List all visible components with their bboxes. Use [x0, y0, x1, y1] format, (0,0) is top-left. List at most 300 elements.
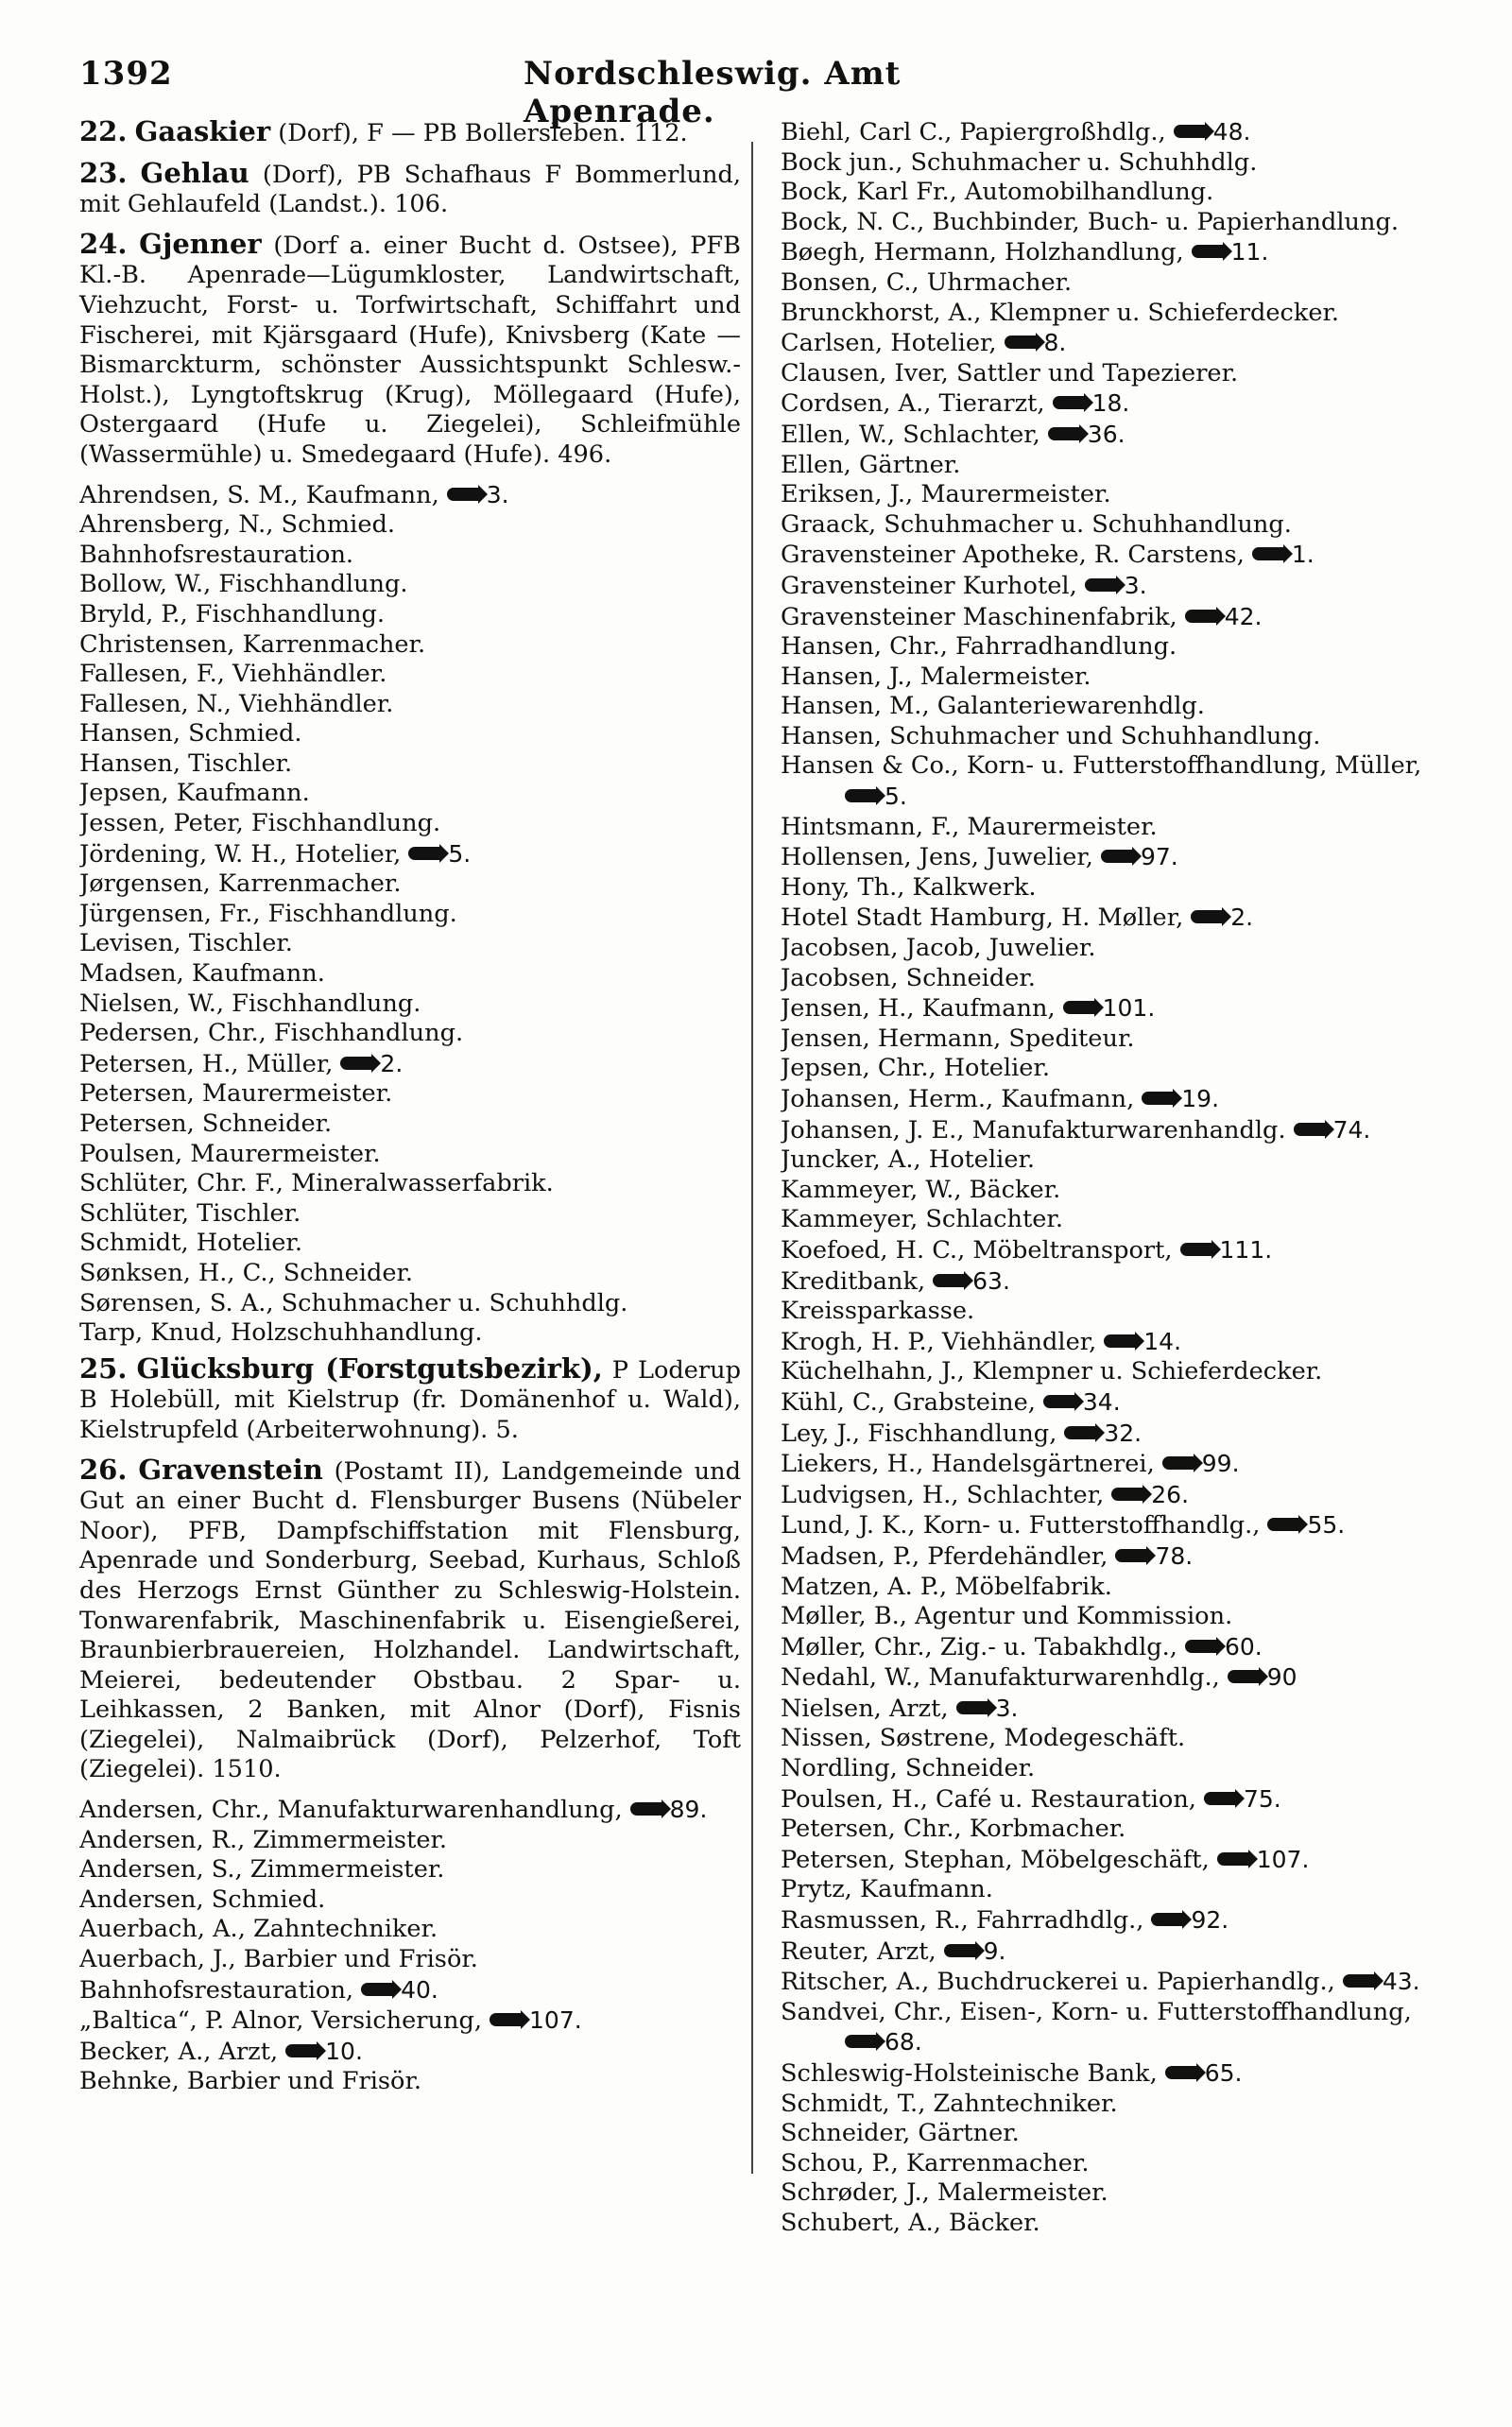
entry-text: Andersen, R., Zimmermeister. [79, 1825, 448, 1854]
directory-entry [79, 1110, 741, 1140]
entry-text: Liekers, H., Handelsgärtnerei, [781, 1450, 1155, 1479]
directory-entry [781, 1054, 1446, 1084]
directory-entry [781, 993, 1446, 1024]
directory-entry [781, 692, 1446, 722]
entry-text: Jacobsen, Schneider. [781, 963, 1036, 992]
directory-entry [781, 1327, 1446, 1358]
entry-text: Nissen, Søstrene, Modegeschäft. [781, 1724, 1186, 1753]
telephone-hand-icon [1162, 1456, 1196, 1470]
telephone-number: 90 [1266, 1663, 1297, 1692]
directory-entry [781, 2178, 1446, 2209]
directory-entry [781, 2119, 1446, 2149]
directory-entry [781, 388, 1446, 420]
directory-entry [781, 1115, 1446, 1146]
entry-text: Poulsen, H., Café u. Restauration, [781, 1784, 1196, 1814]
entry-text: Gravensteiner Maschinenfabrik, [781, 602, 1177, 631]
entry-text: Hansen, Schmied. [79, 719, 302, 749]
telephone-number: 101. [1102, 994, 1156, 1023]
telephone-hand-icon [1252, 547, 1286, 560]
telephone-number: 63. [972, 1266, 1010, 1295]
telephone-number: 97. [1140, 843, 1178, 871]
telephone-number: 75. [1243, 1784, 1281, 1813]
entry-text: Lund, J. K., Korn- u. Futterstoffhandlg., [781, 1511, 1261, 1541]
entry-text: Madsen, P., Pferdehändler, [781, 1541, 1108, 1571]
telephone-number: 19. [1181, 1085, 1220, 1112]
entry-text: Bryld, P., Fischhandlung. [79, 599, 385, 628]
entry-text: Schmidt, Hotelier. [79, 1229, 302, 1258]
telephone-hand-icon [1111, 1488, 1145, 1501]
telephone-number: 5. [885, 783, 907, 811]
directory-entry [79, 1795, 741, 1826]
place-name: Gravenstein [138, 1453, 323, 1486]
page-header [79, 55, 987, 130]
directory-entry [79, 779, 741, 809]
telephone-number: 34. [1082, 1387, 1121, 1416]
gravenstein-residents-list-right [781, 117, 1446, 2239]
telephone-number: 99. [1201, 1450, 1240, 1478]
telephone-number: 36. [1087, 420, 1125, 448]
directory-entry [781, 237, 1446, 268]
directory-entry [79, 1019, 741, 1049]
directory-entry [781, 663, 1446, 693]
directory-entry [781, 1724, 1446, 1754]
entry-text: Kühl, C., Grabsteine, [781, 1387, 1036, 1417]
telephone-hand-icon [1217, 1852, 1251, 1866]
telephone-hand-icon [1165, 2066, 1199, 2079]
place-description: (Dorf a. einer Bucht d. Ostsee), PFB Kl.-B. Apenrade—Lügumkloster, Landwirtschaft, Viehzucht, Forst- u. Torfwirtschaft, Schiffahrt und Fischerei, mit Kjärsgaard (Hufe), Knivsberg (Kate — Bismarckturm, schönster Aussichtspunkt Schlesw.-Holst.), Lyngtoftskrug (Krug), Möllegaard (Hufe), Ostergaard (Hufe u. Ziegelei), Schleifmühle (Wassermühle) u. Smedegaard (Hufe). 496. [79, 231, 741, 469]
directory-entry [781, 1480, 1446, 1511]
entry-text: Clausen, Iver, Sattler und Tapezierer. [781, 358, 1239, 387]
entry-text: Prytz, Kaufmann. [781, 1875, 993, 1904]
entry-text: Sønksen, H., C., Schneider. [79, 1258, 414, 1287]
directory-entry [79, 570, 741, 600]
directory-entry [781, 299, 1446, 329]
telephone-hand-icon [1048, 427, 1082, 440]
column-divider [751, 142, 753, 2174]
directory-entry [79, 869, 741, 900]
place-description: (Postamt II), Landgemeinde und Gut an einer Bucht d. Flensburger Busens (Nübeler Noor), PFB, Dampfschiffstation mit Flensburg, Apenrade und Sonderburg, Seebad, Kurhaus, Schloß des Herzogs Ernst Günther zu Schleswig-Holstein. Tonwarenfabrik, Maschinenfabrik u. Eisengießerei, Braunbierbrauereien, Holzhandel. Landwirtschaft, Meierei, bedeutender Obstbau. 2 Spar- u. Leihkassen, 2 Banken, mit Alnor (Dorf), Fisnis (Ziegelei), Nalmaibrück (Dorf), Pelzerhof, Toft (Ziegelei). 1510. [79, 1456, 741, 1784]
entry-text: Levisen, Tischler. [79, 929, 293, 958]
entry-text: Hansen & Co., Korn- u. Futterstoffhandlung, Müller, [781, 751, 1422, 781]
entry-text: Schrøder, J., Malermeister. [781, 2178, 1108, 2208]
telephone-hand-icon [1267, 1518, 1301, 1531]
directory-entry [781, 903, 1446, 934]
directory-entry [781, 2149, 1446, 2179]
entry-text: Graack, Schuhmacher u. Schuhhandlung. [781, 509, 1292, 539]
directory-entry [781, 1662, 1446, 1694]
directory-entry [79, 1140, 741, 1170]
entry-text: Nedahl, W., Manufakturwarenhdlg., [781, 1663, 1220, 1693]
telephone-hand-icon [630, 1802, 664, 1816]
directory-entry [781, 1784, 1446, 1816]
entry-text: Reuter, Arzt, [781, 1936, 936, 1966]
entry-text: Ludvigsen, H., Schlachter, [781, 1480, 1105, 1509]
place-name: Gaaskier [134, 115, 271, 147]
directory-entry [781, 117, 1446, 148]
entry-text: Fallesen, F., Viehhändler. [79, 660, 387, 689]
directory-entry [79, 1915, 741, 1945]
directory-entry [79, 510, 741, 541]
place-entry-23 [79, 156, 741, 220]
telephone-number: 3. [995, 1694, 1019, 1722]
directory-entry [781, 1419, 1446, 1450]
place-description: P Loderup B Holebüll, mit Kielstrup (fr. Domänenhof u. Wald), Kielstrupfeld (Arbeiterwohnung). 5. [79, 1355, 742, 1444]
directory-entry [781, 359, 1446, 389]
entry-text: Gravensteiner Kurhotel, [781, 571, 1077, 600]
entry-text: Ahrensberg, N., Schmied. [79, 510, 396, 540]
telephone-number: 11. [1230, 238, 1269, 267]
entry-text: Møller, B., Agentur und Kommission. [781, 1602, 1233, 1631]
telephone-number: 48. [1212, 118, 1251, 146]
entry-text: Jørgensen, Karrenmacher. [79, 869, 402, 899]
telephone-number: 107. [529, 2006, 582, 2035]
entry-text: Krogh, H. P., Viehhändler, [781, 1327, 1097, 1356]
entry-text: Eriksen, J., Maurermeister. [781, 480, 1111, 509]
directory-entry [781, 1024, 1446, 1055]
entry-text: Petersen, H., Müller, [79, 1049, 334, 1078]
entry-text: „Baltica“, P. Alnor, Versicherung, [79, 2006, 483, 2036]
telephone-number: 8. [1043, 329, 1067, 357]
telephone-hand-icon [1064, 1426, 1098, 1439]
entry-text: Jepsen, Chr., Hotelier. [781, 1054, 1050, 1083]
directory-entry [781, 1967, 1446, 1998]
telephone-hand-icon [340, 1057, 374, 1070]
entry-text: Kreissparkasse. [781, 1297, 975, 1326]
entry-text: Bock jun., Schuhmacher u. Schuhhdlg. [781, 147, 1258, 177]
directory-entry [781, 480, 1446, 510]
telephone-hand-icon [1142, 1092, 1176, 1105]
entry-text: Tarp, Knud, Holzschuhhandlung. [79, 1318, 483, 1348]
telephone-number: 65. [1204, 2059, 1243, 2087]
directory-entry [781, 1387, 1446, 1419]
telephone-number: 60. [1224, 1632, 1263, 1661]
directory-entry [79, 990, 741, 1020]
entry-text: Hotel Stadt Hamburg, H. Møller, [781, 904, 1184, 933]
telephone-number: 74. [1332, 1115, 1371, 1144]
telephone-number: 107. [1256, 1845, 1310, 1873]
entry-text: Johansen, J. E., Manufakturwarenhandlg. [781, 1115, 1286, 1145]
telephone-number: 55. [1307, 1511, 1346, 1540]
entry-text: Hansen, Tischler. [79, 749, 293, 778]
entry-text: Poulsen, Maurermeister. [79, 1139, 381, 1168]
directory-entry [781, 1297, 1446, 1327]
directory-entry [781, 632, 1446, 663]
gravenstein-residents-list-left [79, 1795, 741, 2097]
entry-text: Auerbach, A., Zahntechniker. [79, 1915, 438, 1944]
entry-text: Küchelhahn, J., Klempner u. Schieferdecker. [781, 1357, 1323, 1386]
entry-text: Ley, J., Fischhandlung, [781, 1419, 1057, 1448]
telephone-hand-icon [285, 2044, 319, 2057]
directory-entry [781, 1998, 1446, 2058]
directory-entry [781, 1694, 1446, 1725]
telephone-number: 5. [448, 839, 472, 868]
directory-entry [79, 749, 741, 780]
entry-text: Schlüter, Chr. F., Mineralwasserfabrik. [79, 1169, 554, 1198]
entry-text: Kammeyer, W., Bäcker. [781, 1175, 1061, 1204]
entry-text: Koefoed, H. C., Möbeltransport, [781, 1235, 1173, 1265]
entry-text: Jördening, W. H., Hotelier, [79, 839, 402, 869]
entry-text: Bock, N. C., Buchbinder, Buch- u. Papierhandlung. [781, 207, 1400, 236]
directory-entry [781, 148, 1446, 179]
entry-text: Gravensteiner Apotheke, R. Carstens, [781, 541, 1245, 570]
directory-entry [781, 602, 1446, 633]
telephone-hand-icon [1053, 396, 1087, 409]
directory-entry [781, 1145, 1446, 1176]
entry-text: Nielsen, W., Fischhandlung. [79, 989, 421, 1018]
directory-entry [781, 1510, 1446, 1541]
left-column [79, 117, 741, 2097]
directory-entry [781, 873, 1446, 904]
telephone-hand-icon [447, 488, 481, 501]
directory-entry [79, 1855, 741, 1885]
place-name: Gehlau [140, 156, 249, 189]
directory-entry [781, 1632, 1446, 1663]
entry-text: Nordling, Schneider. [781, 1754, 1036, 1783]
entry-text: Andersen, Chr., Manufakturwarenhandlung, [79, 1796, 623, 1825]
directory-entry [79, 1885, 741, 1916]
entry-text: Jürgensen, Fr., Fischhandlung. [79, 899, 457, 928]
directory-entry [79, 1945, 741, 1975]
telephone-number: 78. [1155, 1541, 1194, 1570]
telephone-number: 18. [1091, 389, 1130, 418]
telephone-number: 1. [1291, 541, 1314, 569]
directory-entry [781, 722, 1446, 752]
directory-entry [781, 1905, 1446, 1936]
directory-entry [781, 1845, 1446, 1876]
entry-text: Schmidt, T., Zahntechniker. [781, 2089, 1118, 2118]
entry-text: Hansen, Schuhmacher und Schuhhandlung. [781, 721, 1321, 750]
directory-entry [781, 1754, 1446, 1784]
directory-entry [79, 541, 741, 571]
directory-entry [79, 2005, 741, 2037]
directory-entry [79, 719, 741, 749]
directory-entry [781, 842, 1446, 873]
telephone-hand-icon [933, 1274, 967, 1287]
entry-text: Cordsen, A., Tierarzt, [781, 389, 1045, 419]
entry-text: Petersen, Maurermeister. [79, 1079, 393, 1109]
entry-text: Møller, Chr., Zig.- u. Tabakhdlg., [781, 1632, 1177, 1661]
page-number: 1392 [79, 55, 173, 93]
entry-text: Hansen, M., Galanteriewarenhdlg. [781, 692, 1205, 721]
telephone-number: 2. [380, 1049, 404, 1077]
directory-entry [79, 1975, 741, 2006]
telephone-hand-icon [361, 1983, 395, 1996]
telephone-hand-icon [1343, 1974, 1377, 1988]
telephone-hand-icon [490, 2013, 524, 2026]
entry-text: Bahnhofsrestauration, [79, 1975, 354, 2005]
directory-entry [781, 2058, 1446, 2090]
directory-entry [79, 2067, 741, 2097]
gjenner-residents-list [79, 480, 741, 1349]
directory-entry [79, 1079, 741, 1110]
place-name: Gjenner [139, 227, 262, 260]
directory-entry [79, 600, 741, 630]
entry-text: Bøegh, Hermann, Holzhandlung, [781, 238, 1184, 267]
entry-text: Schneider, Gärtner. [781, 2119, 1020, 2148]
entry-text: Bollow, W., Fischhandlung. [79, 570, 408, 599]
entry-text: Johansen, Herm., Kaufmann, [781, 1085, 1135, 1113]
entry-text: Jessen, Peter, Fischhandlung. [79, 809, 441, 838]
telephone-number: 43. [1382, 1968, 1420, 1996]
entry-text: Ahrendsen, S. M., Kaufmann, [79, 480, 439, 509]
entry-text: Petersen, Schneider. [79, 1110, 333, 1138]
entry-text: Sørensen, S. A., Schuhmacher u. Schuhhdlg. [79, 1288, 628, 1317]
telephone-hand-icon [1192, 245, 1226, 258]
place-entry-25 [79, 1351, 742, 1446]
entry-text: Hollensen, Jens, Juwelier, [781, 843, 1093, 872]
place-description: (Dorf), F — PB Bollersleben. 112. [278, 119, 688, 147]
entry-text: Kreditbank, [781, 1266, 926, 1296]
directory-entry [781, 1235, 1446, 1266]
directory-entry [781, 1875, 1446, 1905]
entry-text: Andersen, S., Zimmermeister. [79, 1855, 445, 1885]
entry-text: Bonsen, C., Uhrmacher. [781, 267, 1073, 297]
entry-text: Bock, Karl Fr., Automobilhandlung. [781, 178, 1214, 207]
telephone-number: 89. [669, 1796, 708, 1824]
directory-entry [781, 540, 1446, 571]
directory-entry [79, 1259, 741, 1289]
entry-text: Sandvei, Chr., Eisen-, Korn- u. Futterstoffhandlung, [781, 1997, 1412, 2026]
directory-entry [781, 1084, 1446, 1115]
entry-text: Jensen, Hermann, Spediteur. [781, 1024, 1135, 1053]
telephone-hand-icon [1085, 578, 1119, 592]
entry-text: Ritscher, A., Buchdruckerei u. Papierhandlg., [781, 1968, 1335, 1997]
directory-entry [781, 964, 1446, 994]
directory-entry [79, 1289, 741, 1319]
directory-entry [781, 1449, 1446, 1480]
directory-entry [79, 839, 741, 870]
telephone-hand-icon [1115, 1549, 1149, 1562]
telephone-hand-icon [1005, 336, 1039, 349]
telephone-hand-icon [1101, 850, 1135, 863]
directory-entry [79, 1826, 741, 1856]
entry-text: Ellen, W., Schlachter, [781, 420, 1040, 449]
entry-text: Schubert, A., Bäcker. [781, 2208, 1040, 2237]
telephone-hand-icon [1204, 1792, 1238, 1805]
entry-text: Jacobsen, Jacob, Juwelier. [781, 934, 1096, 963]
directory-entry [781, 813, 1446, 843]
entry-text: Hintsmann, F., Maurermeister. [781, 812, 1158, 841]
telephone-number: 3. [1124, 571, 1147, 599]
directory-entry [781, 208, 1446, 238]
entry-text: Petersen, Stephan, Möbelgeschäft, [781, 1845, 1210, 1874]
telephone-number: 40. [401, 1975, 438, 2004]
telephone-hand-icon [1294, 1123, 1328, 1136]
entry-text: Becker, A., Arzt, [79, 2037, 279, 2066]
directory-entry [781, 1357, 1446, 1387]
directory-entry [781, 571, 1446, 602]
running-head: Nordschleswig. Amt Apenrade. [524, 55, 902, 130]
telephone-hand-icon [1185, 1640, 1219, 1653]
entry-text: Fallesen, N., Viehhändler. [79, 689, 394, 718]
directory-entry [79, 809, 741, 839]
telephone-number: 111. [1219, 1235, 1273, 1264]
entry-text: Juncker, A., Hotelier. [781, 1145, 1036, 1175]
entry-text: Schlüter, Tischler. [79, 1198, 301, 1228]
telephone-number: 32. [1104, 1419, 1143, 1447]
telephone-hand-icon [1063, 1001, 1097, 1014]
directory-entry [79, 1199, 741, 1230]
directory-entry [781, 510, 1446, 541]
directory-entry [781, 934, 1446, 964]
directory-entry [781, 451, 1446, 481]
entry-text: Ellen, Gärtner. [781, 450, 961, 479]
entry-text: Matzen, A. P., Möbelfabrik. [781, 1572, 1112, 1601]
place-number: 25. [79, 1351, 128, 1385]
entry-text: Schleswig-Holsteinische Bank, [781, 2059, 1158, 2088]
directory-entry [781, 1936, 1446, 1968]
directory-entry [781, 178, 1446, 208]
telephone-hand-icon [1191, 910, 1225, 923]
directory-entry [781, 1176, 1446, 1206]
place-entry-26 [79, 1455, 741, 1786]
entry-text: Hony, Th., Kalkwerk. [781, 872, 1037, 902]
telephone-hand-icon [1180, 1243, 1214, 1256]
place-entry-24 [79, 227, 741, 471]
entry-text: Hansen, Chr., Fahrradhandlung. [781, 632, 1177, 662]
entry-text: Kammeyer, Schlachter. [781, 1205, 1063, 1234]
telephone-hand-icon [1104, 1334, 1138, 1348]
telephone-number: 9. [983, 1936, 1006, 1965]
telephone-hand-icon [1043, 1395, 1077, 1408]
telephone-number: 14. [1143, 1327, 1182, 1355]
directory-entry [781, 268, 1446, 299]
place-number: 23. [79, 156, 128, 189]
telephone-hand-icon [1228, 1670, 1262, 1683]
directory-entry [781, 2090, 1446, 2120]
directory-entry [79, 630, 741, 661]
directory-entry [79, 1049, 741, 1080]
entry-text: Christensen, Karrenmacher. [79, 629, 426, 659]
directory-entry [781, 1266, 1446, 1298]
directory-entry [79, 1229, 741, 1259]
entry-text: Bahnhofsrestauration. [79, 540, 354, 569]
entry-text: Nielsen, Arzt, [781, 1694, 949, 1723]
telephone-hand-icon [956, 1701, 990, 1714]
telephone-hand-icon [1174, 125, 1208, 138]
entry-text: Auerbach, J., Barbier und Frisör. [79, 1945, 478, 1974]
entry-text: Pedersen, Chr., Fischhandlung. [79, 1019, 464, 1048]
right-column [781, 117, 1446, 2239]
place-name: Glücksburg (Forstgutsbezirk), [136, 1351, 603, 1385]
entry-text: Jensen, H., Kaufmann, [781, 994, 1056, 1024]
directory-entry [781, 1815, 1446, 1845]
directory-entry [79, 959, 741, 990]
place-number: 26. [79, 1453, 128, 1486]
place-number: 22. [79, 115, 128, 147]
telephone-hand-icon [408, 847, 442, 860]
directory-entry [781, 1573, 1446, 1603]
telephone-number: 42. [1224, 602, 1263, 630]
telephone-number: 2. [1230, 904, 1254, 932]
directory-entry [781, 1602, 1446, 1632]
entry-text: Madsen, Kaufmann. [79, 959, 325, 989]
directory-entry [781, 1541, 1446, 1573]
directory-entry [79, 660, 741, 690]
entry-text: Andersen, Schmied. [79, 1885, 326, 1914]
telephone-number: 92. [1191, 1906, 1229, 1935]
telephone-number: 26. [1151, 1480, 1190, 1508]
place-number: 24. [79, 227, 128, 260]
telephone-hand-icon [1151, 1913, 1185, 1926]
directory-entry [781, 328, 1446, 359]
directory-entry [781, 420, 1446, 451]
entry-text: Biehl, Carl C., Papiergroßhdlg., [781, 118, 1166, 146]
directory-entry [781, 751, 1446, 812]
directory-entry [79, 1318, 741, 1349]
directory-entry [781, 1205, 1446, 1235]
directory-entry [79, 690, 741, 720]
